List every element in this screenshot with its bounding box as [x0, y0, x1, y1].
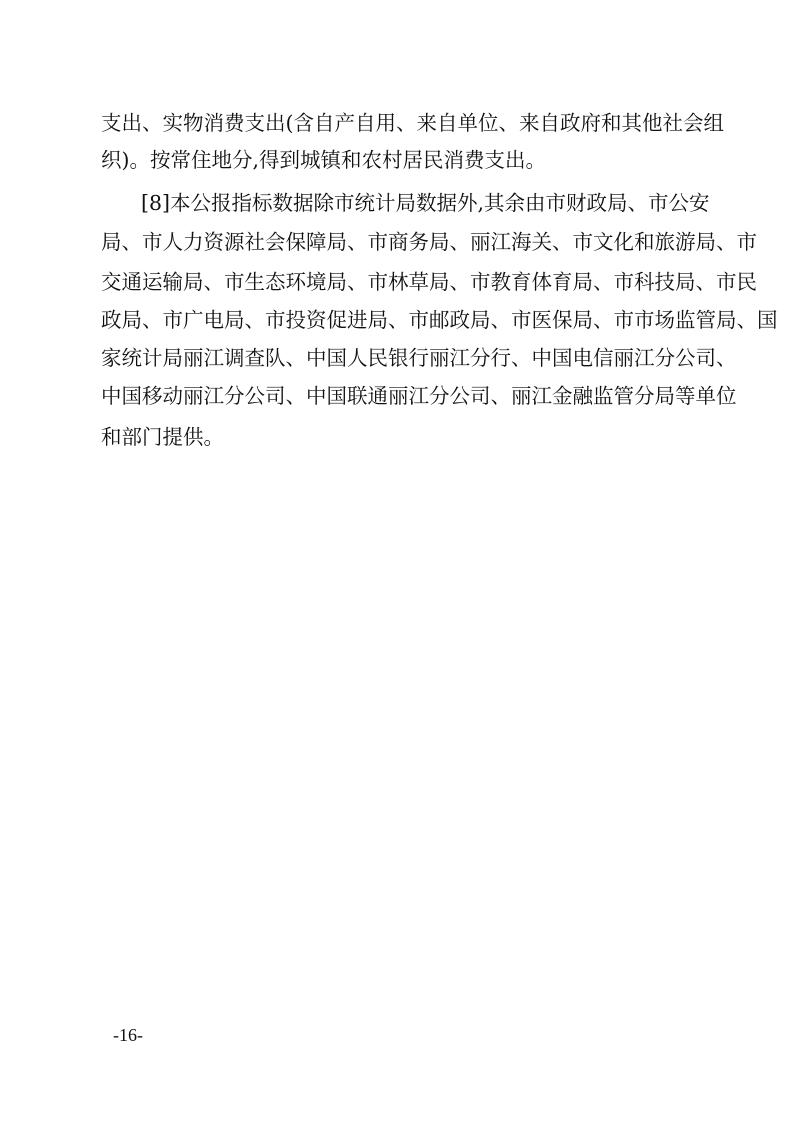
paragraph-1-line-1: 支出、实物消费支出(含自产自用、来自单位、来自政府和其他社会组 — [101, 111, 724, 135]
paragraph-2-line-3: 交通运输局、市生态环境局、市林草局、市教育体育局、市科技局、市民 — [101, 270, 757, 294]
paragraph-2-line-4: 政局、市广电局、市投资促进局、市邮政局、市医保局、市市场监管局、国 — [101, 308, 778, 332]
page-number: -16- — [113, 1025, 143, 1045]
paragraph-1-line-2: 织)。按常住地分,得到城镇和农村居民消费支出。 — [101, 148, 547, 172]
paragraph-2-line-1: [8]本公报指标数据除市统计局数据外,其余由市财政局、市公安 — [141, 191, 710, 215]
paragraph-2-line-5: 家统计局丽江调查队、中国人民银行丽江分行、中国电信丽江分公司、 — [101, 346, 737, 370]
paragraph-2-line-7: 和部门提供。 — [101, 425, 224, 449]
paragraph-2-line-2: 局、市人力资源社会保障局、市商务局、丽江海关、市文化和旅游局、市 — [101, 230, 757, 254]
paragraph-2-line-6: 中国移动丽江分公司、中国联通丽江分公司、丽江金融监管分局等单位 — [101, 384, 737, 408]
